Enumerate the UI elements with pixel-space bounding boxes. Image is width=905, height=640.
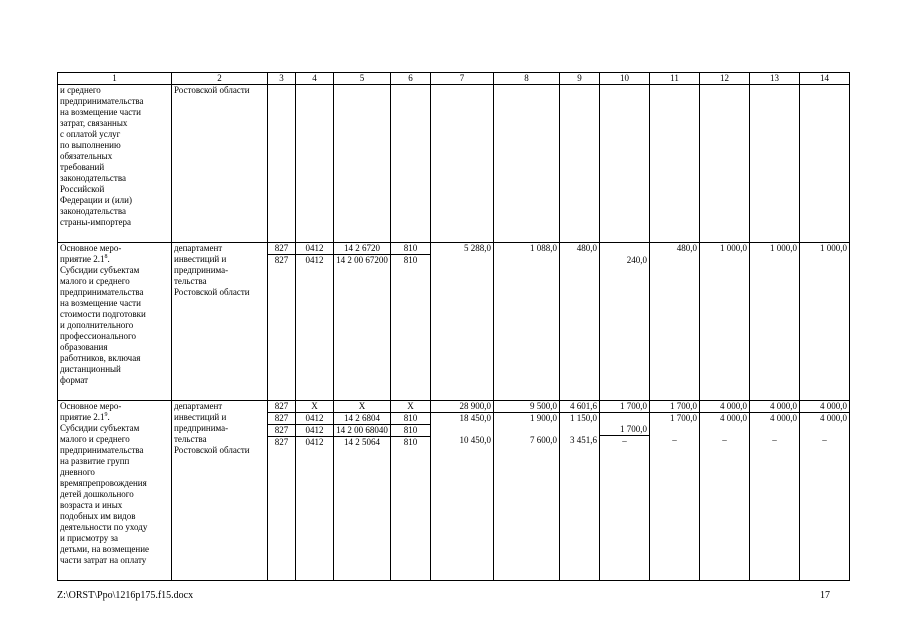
value-cell: 28 900,0 18 450,0 10 450,0 (431, 401, 494, 581)
value-cell: 240,0 (600, 243, 650, 401)
budget-table (57, 72, 850, 581)
header-cell: 4 (296, 73, 334, 85)
csr-cell: 14 2 6720 14 2 00 67200 (334, 243, 391, 401)
table-row (58, 85, 850, 243)
executor: департамент инвестиций и предпринима- тельства Ростовской области (172, 243, 268, 401)
value-cell: 480,0 (650, 243, 700, 401)
header-cell: 3 (268, 73, 296, 85)
header-row (58, 73, 850, 85)
header-cell: 14 (800, 73, 850, 85)
value-cell: 5 288,0 (431, 243, 494, 401)
header-cell: 5 (334, 73, 391, 85)
header-cell: 2 (172, 73, 268, 85)
executor: департамент инвестиций и предпринима- тельства Ростовской области (172, 401, 268, 581)
rzpr-cell: 0412 0412 (296, 243, 334, 401)
header-cell: 7 (431, 73, 494, 85)
value-cell: 4 000,0 4 000,0 – (750, 401, 800, 581)
value-cell: 1 000,0 (800, 243, 850, 401)
grbs-cell: 827 827 (268, 243, 296, 401)
header-cell: 11 (650, 73, 700, 85)
footer-file-path: Z:\ORST\Ppo\1216p175.f15.docx (57, 590, 194, 601)
header-cell: 12 (700, 73, 750, 85)
value-cell: 1 700,0 1 700,0 – (650, 401, 700, 581)
value-cell: 9 500,0 1 900,0 7 600,0 (494, 401, 560, 581)
header-cell: 8 (494, 73, 560, 85)
value-cell: 1 700,0 1 700,0 – (600, 401, 650, 581)
executor: Ростовской области (172, 85, 268, 243)
measure-name: Основное меро- приятие $2.1^8$. Субсидии субъектам малого и среднего предпринимательства на возмещение части стоимости подготовки и дополнительного профессионального образования работников, включая дистанционный формат (58, 243, 172, 401)
rzpr-cell: Х 0412 0412 0412 (296, 401, 334, 581)
header-cell: 10 (600, 73, 650, 85)
value-cell: 1 088,0 (494, 243, 560, 401)
value-cell: 480,0 (560, 243, 600, 401)
header-cell: 1 (58, 73, 172, 85)
vr-cell: 810 810 (391, 243, 431, 401)
page-number: 17 (820, 590, 830, 601)
value-cell: 4 000,0 4 000,0 – (700, 401, 750, 581)
table-row (58, 243, 850, 401)
measure-name: и среднего предпринимательства на возмещение части затрат, связанных с оплатой услуг по выполнению обязательных требований законодательства Российской Федерации и (или) законодательства страны-импортера (58, 85, 172, 243)
grbs-cell: 827 827 827 827 (268, 401, 296, 581)
value-cell: 1 000,0 (750, 243, 800, 401)
header-cell: 6 (391, 73, 431, 85)
measure-name: Основное меро- приятие $2.1^9$. Субсидии субъектам малого и среднего предпринимательства на развитие групп дневного времяпрепровождения детей дошкольного возраста и иных подобных им видов деятельности по уходу и присмотру за детьми, на возмещение части затрат на оплату (58, 401, 172, 581)
value-cell: 1 000,0 (700, 243, 750, 401)
vr-cell: Х 810 810 810 (391, 401, 431, 581)
header-cell: 13 (750, 73, 800, 85)
value-cell: 4 000,0 4 000,0 – (800, 401, 850, 581)
value-cell: 4 601,6 1 150,0 3 451,6 (560, 401, 600, 581)
header-cell: 9 (560, 73, 600, 85)
csr-cell: Х 14 2 6804 14 2 00 68040 14 2 5064 (334, 401, 391, 581)
table-row (58, 401, 850, 581)
